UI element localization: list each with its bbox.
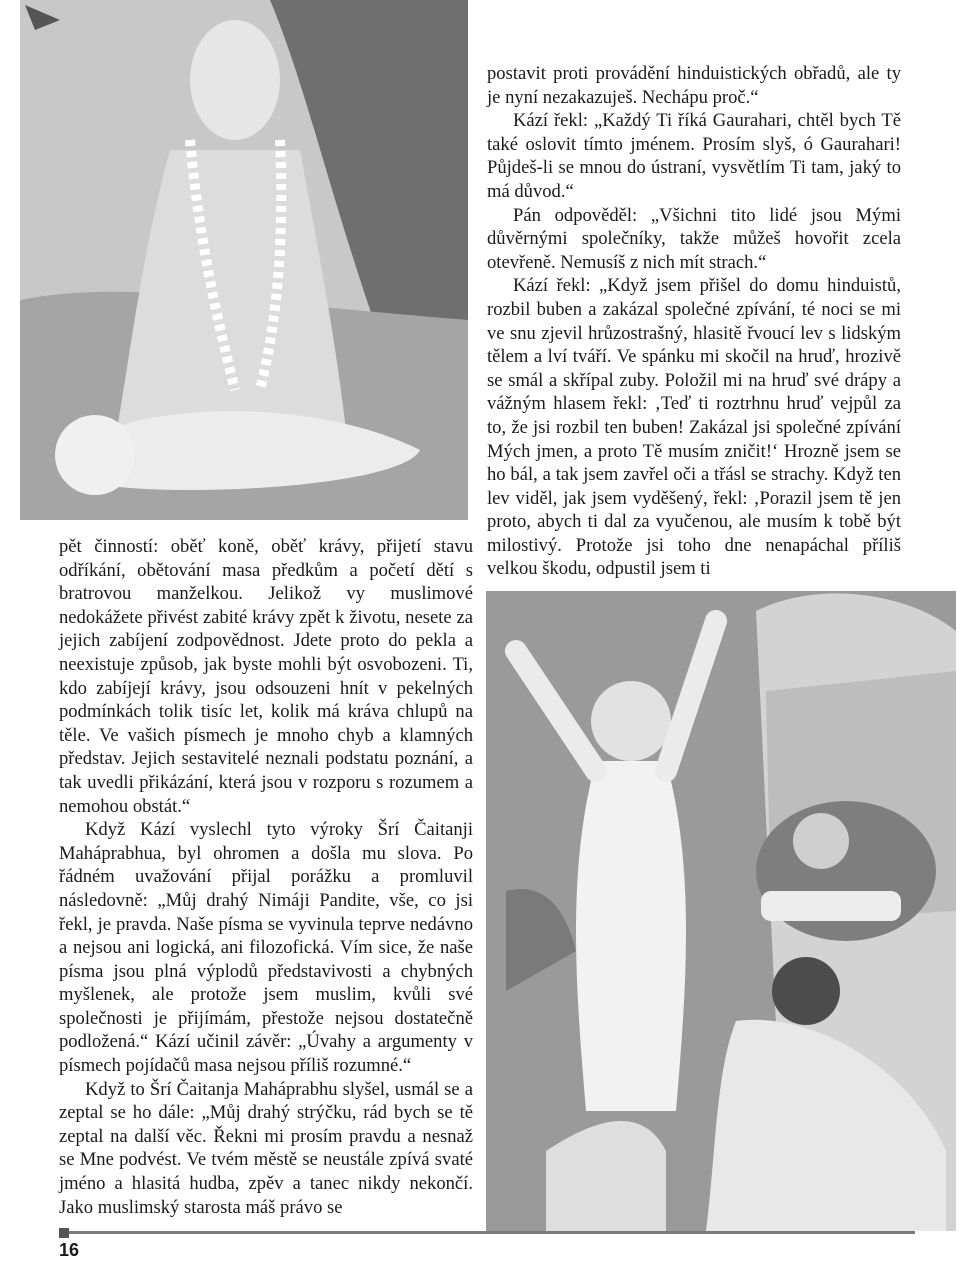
paragraph: Kází řekl: „Každý Ti říká Gaurahari, chtěl bych Tě také oslovit tímto jménem. Prosím slyš, ó Gaurahari! Půjdeš-li se mnou do ústraní, vysvětlím Ti tam, jaký to má důvod.“ — [487, 110, 901, 202]
paragraph: postavit proti provádění hinduistických obřadů, ale ty je nyní nezakazuješ. Nechápu proč.“ — [487, 63, 901, 108]
illustration-bottom-drawing — [486, 591, 956, 1231]
illustration-bottom — [486, 591, 956, 1231]
paragraph: Když to Šrí Čaitanja Maháprabhu slyšel, usmál se a zeptal se ho dále: „Můj drahý strýčku, rád bych se tě zeptal na další věc. Řekni mi prosím pravdu a nesnaž se Mne podvést. Ve tvém městě se neustále zpívá svaté jméno a hlasitá hudba, zpěv a tanec nikdy nekončí. Jako muslimský starosta máš právo se — [59, 1078, 473, 1218]
text-column-right — [487, 62, 901, 581]
footer-marker — [59, 1228, 69, 1238]
footer-rule — [59, 1231, 915, 1234]
illustration-top — [20, 0, 468, 520]
paragraph: Když Kází vyslechl tyto výroky Šrí Čaitanji Maháprabhua, byl ohromen a došla mu slova. Po řádném uvažování přijal porážku a promluvil následovně: „Můj drahý Nimáji Pandite, vše, co jsi řekl, je pravda. Naše písma se vyvinula teprve nedávno a nejsou ani logická, ani filozofická. Vím sice, že naše písma jsou plná výplodů představivosti a chybných myšlenek, ale protože jsem muslim, kvůli své společnosti je přijímám, přestože nejsou dostatečně podložená.“ Kází učinil závěr: „Úvahy a argumenty v písmech pojídačů masa nejsou příliš rozumné.“ — [59, 819, 473, 1077]
paragraph: Pán odpověděl: „Všichni tito lidé jsou Mými důvěrnými společníky, takže můžeš hovořit zcela otevřeně. Nemusíš z nich mít strach.“ — [487, 204, 901, 273]
paragraph: Kází řekl: „Když jsem přišel do domu hinduistů, rozbil buben a zakázal společné zpívání, té noci se mi ve snu zjevil hrůzostrašný, hlasitě řvoucí lev s lidským tělem a lví tváří. Ve spánku mi skočil na hruď, hrozivě se smál a skřípal zuby. Položil mi na hruď své drápy a vážným hlasem řekl: ‚Teď ti roztrhnu hruď vejpůl za to, že jsi rozbil ten buben! Zakázal jsi společné zpívání Mých jmen, a proto Tě musím zničit!‘ Hrozně jsem se ho bál, a tak jsem zavřel oči a třásl se strachy. Když ten lev viděl, jak jsem vyděšený, řekl: ‚Porazil jsem tě jen proto, abych ti dal za vyučenou, ale musím k tobě být milostivý. Protože jsi toho dne nenapáchal příliš velkou škodu, odpustil jsem ti — [487, 275, 901, 580]
illustration-top-drawing — [20, 0, 468, 520]
paragraph: pět činností: oběť koně, oběť krávy, přijetí stavu odříkání, obětování masa předkům a početí dětí s bratrovou manželkou. Jelikož vy muslimové nedokážete přivést zabité krávy zpět k životu, nesete za jejich zabíjení zodpovědnost. Jdete proto do pekla a neexistuje způsob, jak byste mohli být osvobozeni. Ti, kdo zabíjejí krávy, jsou odsouzeni hnít v pekelných podmínkách tolik tisíc let, kolik má kráva chlupů na těle. Ve vašich písmech je mnoho chyb a klamných představ. Jejich sestavitelé neznali podstatu poznání, a tak uvedli přikázání, která jsou v rozporu s rozumem a nemohou obstát.“ — [59, 536, 473, 817]
page-number: 16 — [59, 1240, 80, 1260]
text-column-left — [59, 535, 473, 1219]
